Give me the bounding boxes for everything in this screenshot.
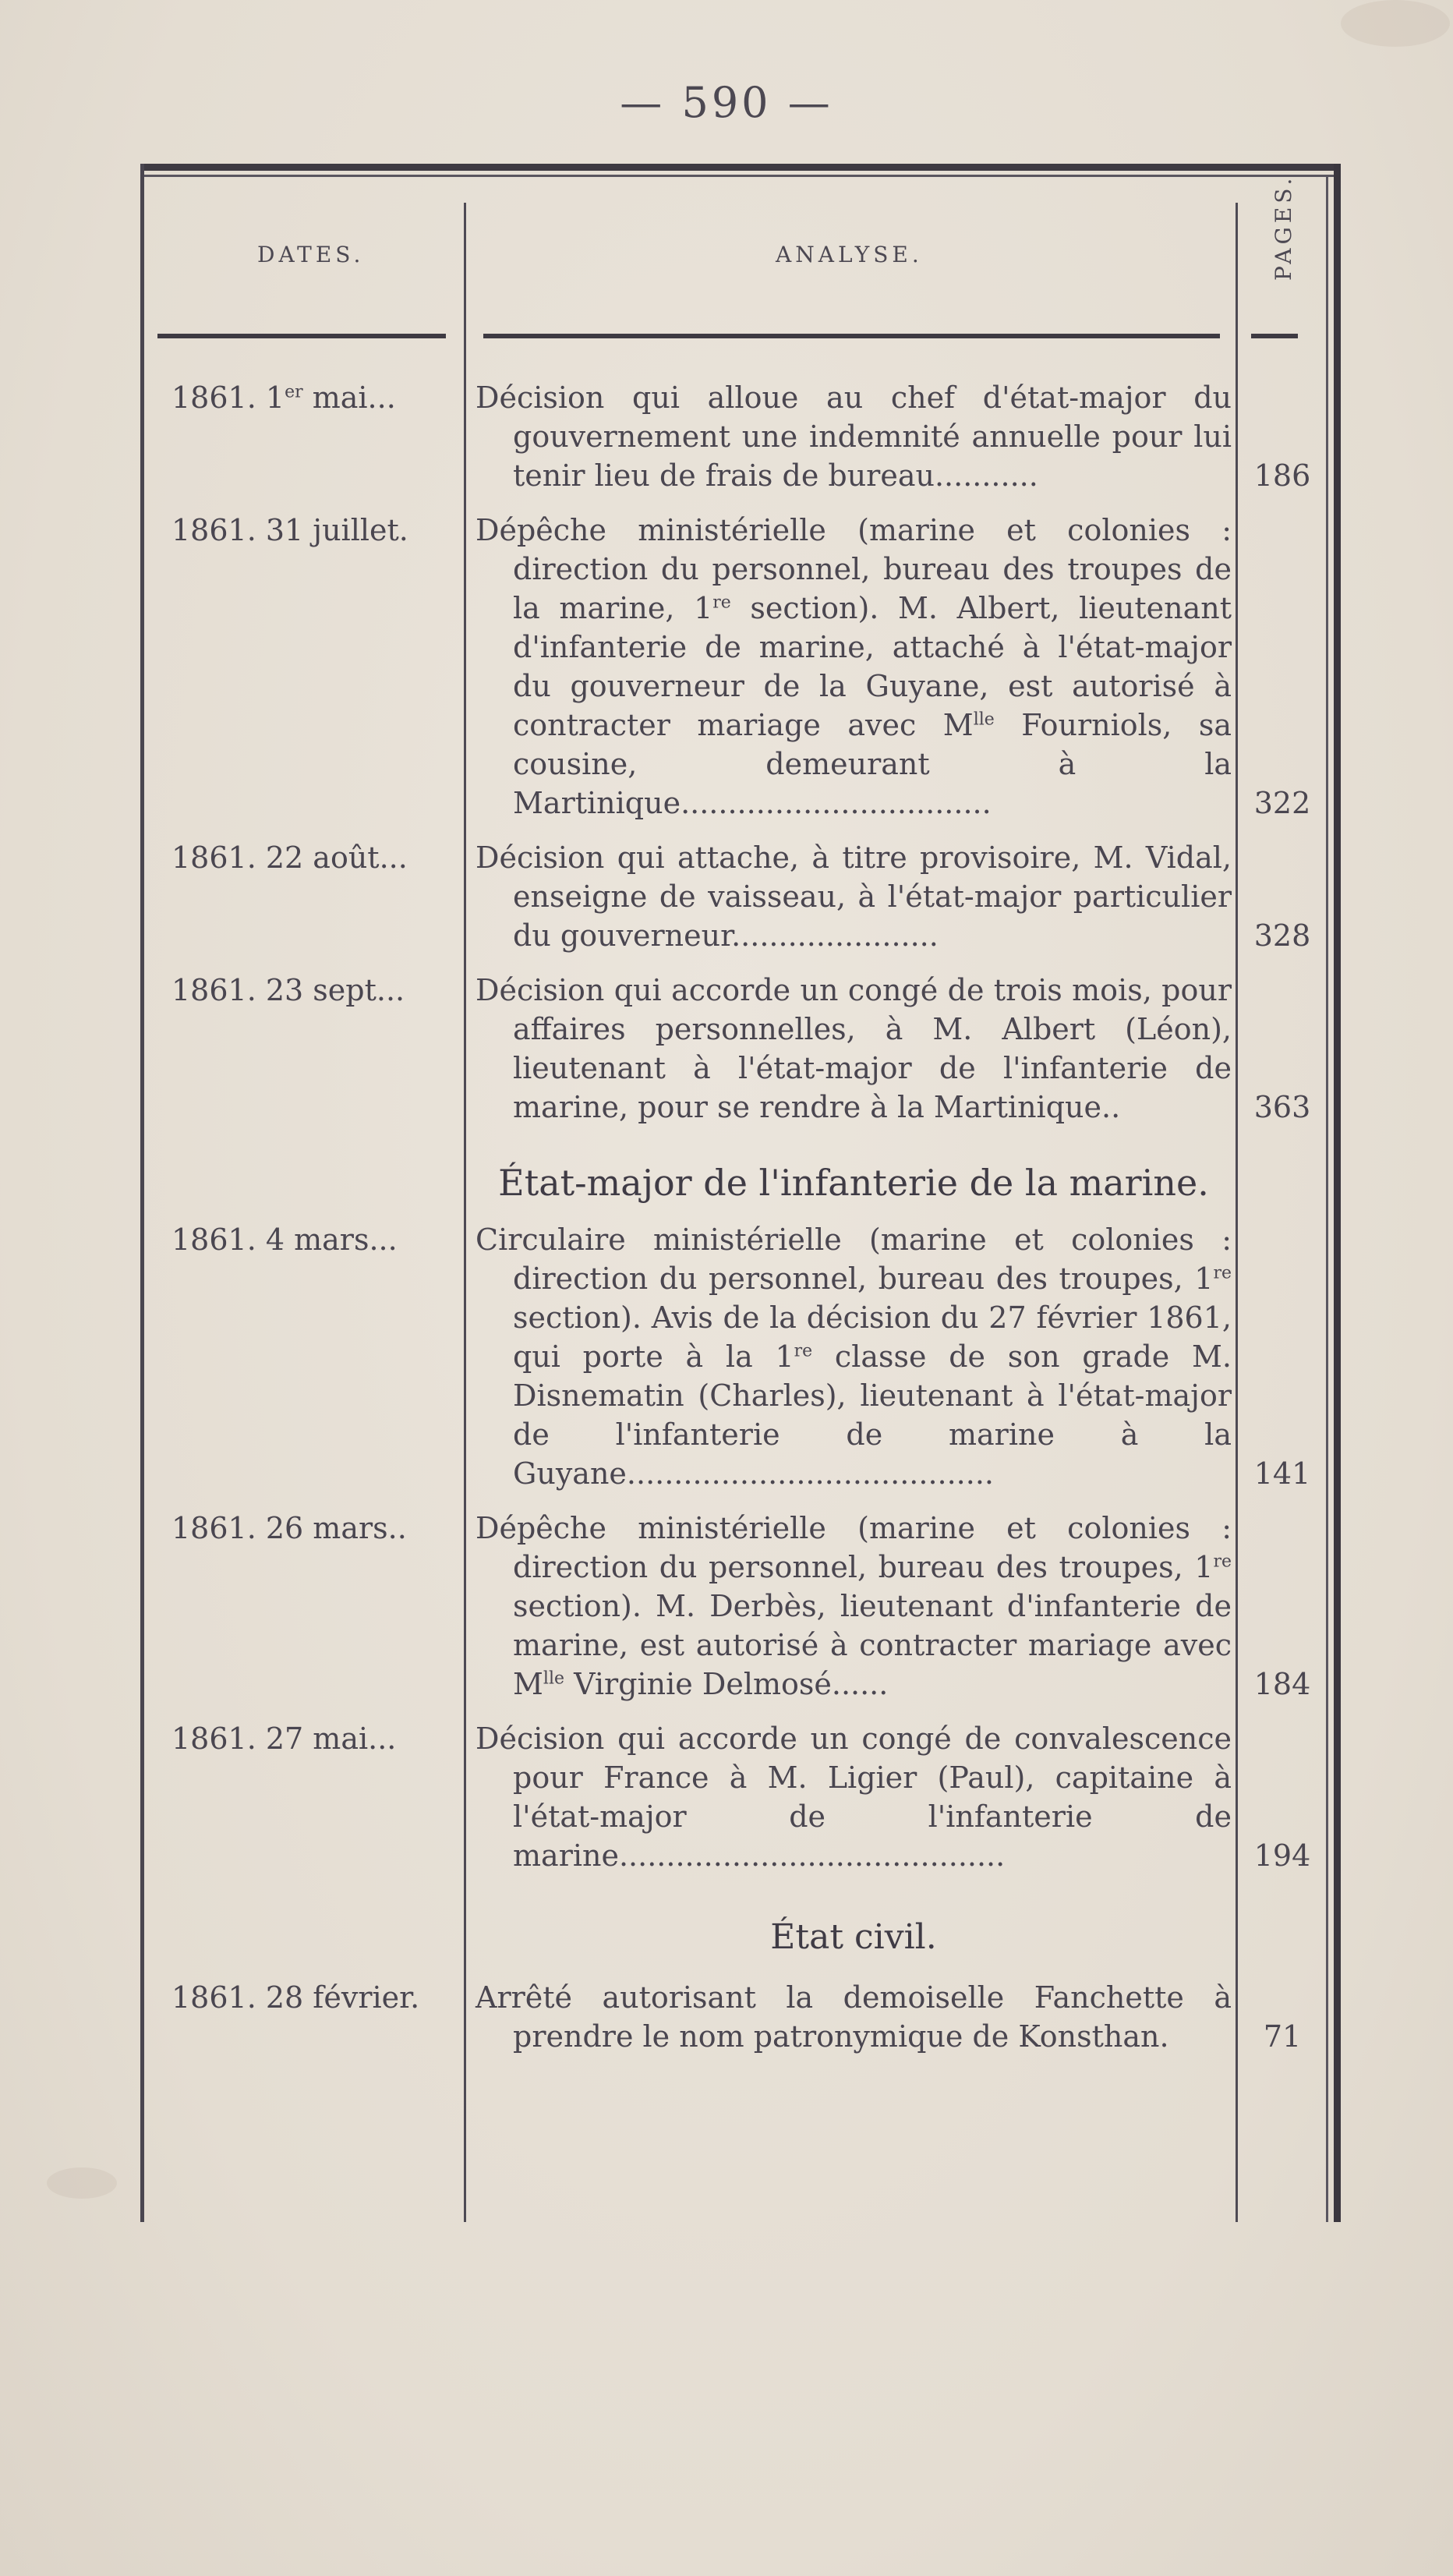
table-top-rule bbox=[140, 164, 1341, 171]
entry-date: 1861. 26 mars.. bbox=[171, 1511, 407, 1545]
header-rule-pages bbox=[1251, 334, 1298, 338]
index-table bbox=[140, 164, 1341, 2222]
entry-analysis: Dépêche ministérielle (marine et colonies : direction du personnel, bureau des troupes de la marine, 1re section). M. Albert, lieutenant d'infanterie de marine, attaché à l'état-major du gouverneur de la Guyane, est autorisé à contracter mariage avec $M^{lle}$ Fourniols, sa cousine, demeurant à la Martinique................................. bbox=[475, 513, 1232, 820]
section-title: État-major de l'infanterie de la marine. bbox=[498, 1162, 1209, 1204]
table-row bbox=[140, 378, 1341, 511]
entry-date: 1861. 27 mai... bbox=[171, 1721, 397, 1756]
entry-date: 1861. 31 juillet. bbox=[171, 513, 408, 547]
entry-page-ref: 363 bbox=[1253, 1090, 1311, 1124]
entry-page-ref: 184 bbox=[1253, 1667, 1311, 1701]
section-heading-row bbox=[140, 1891, 1341, 1978]
entry-analysis: Circulaire ministérielle (marine et colonies : direction du personnel, bureau des troupes, 1re section). Avis de la décision du 27 février 1861, qui porte à la 1re classe de son grade M. Disnematin (Charles), lieutenant à l'état-major de l'infanterie de marine à la Guyane....................................... bbox=[475, 1223, 1232, 1491]
entry-date: 1861. 22 août... bbox=[171, 840, 408, 875]
table-row bbox=[140, 971, 1341, 1142]
entry-analysis: Arrêté autorisant la demoiselle Fanchette à prendre le nom patronymique de Konsthan. bbox=[475, 1980, 1232, 2054]
entry-page-ref: 194 bbox=[1253, 1838, 1311, 1873]
header-rule-analyse bbox=[483, 334, 1220, 338]
entry-analysis: Décision qui alloue au chef d'état-major du gouvernement une indemnité annuelle pour lui tenir lieu de frais de bureau........... bbox=[475, 380, 1232, 493]
entry-date: 1861. 28 février. bbox=[171, 1980, 420, 2015]
table-row bbox=[140, 1978, 1341, 2072]
entry-date: 1861. 23 sept... bbox=[171, 973, 405, 1007]
header-pages: PAGES. bbox=[1271, 174, 1296, 281]
entry-analysis: Décision qui accorde un congé de convalescence pour France à M. Ligier (Paul), capitaine à l'état-major de l'infanterie de marine......................................... bbox=[475, 1721, 1232, 1873]
entry-page-ref: 186 bbox=[1253, 458, 1311, 493]
page-number: — 590 — bbox=[620, 78, 833, 127]
entry-analysis: Décision qui attache, à titre provisoire, M. Vidal, enseigne de vaisseau, à l'état-major particulier du gouverneur...................... bbox=[475, 840, 1232, 953]
section-heading-row bbox=[140, 1142, 1341, 1220]
table-row bbox=[140, 1719, 1341, 1891]
header-dates: DATES. bbox=[257, 242, 365, 267]
entry-date: 1861. 1er mai... bbox=[171, 380, 396, 415]
section-title: État civil. bbox=[770, 1917, 937, 1957]
entry-page-ref: 71 bbox=[1263, 2019, 1302, 2054]
entry-page-ref: 322 bbox=[1253, 786, 1311, 820]
entry-page-ref: 141 bbox=[1253, 1456, 1311, 1491]
paper-stain bbox=[47, 2167, 117, 2199]
table-row bbox=[140, 1509, 1341, 1719]
table-top-thin-rule bbox=[140, 175, 1341, 177]
entry-date: 1861. 4 mars... bbox=[171, 1223, 398, 1257]
header-rule-dates bbox=[157, 334, 446, 338]
paper-stain bbox=[1341, 0, 1450, 47]
header-analyse: ANALYSE. bbox=[776, 242, 923, 267]
entry-analysis: Décision qui accorde un congé de trois mois, pour affaires personnelles, à M. Albert (Léon), lieutenant à l'état-major de l'infanterie de marine, pour se rendre à la Martinique.. bbox=[475, 973, 1232, 1124]
entry-page-ref: 328 bbox=[1253, 918, 1311, 953]
table-body bbox=[140, 378, 1341, 2072]
table-row bbox=[140, 511, 1341, 838]
table-row bbox=[140, 838, 1341, 971]
entry-analysis: Dépêche ministérielle (marine et colonies : direction du personnel, bureau des troupes, 1re section). M. Derbès, lieutenant d'infanterie de marine, est autorisé à contracter mariage avec $M^{lle}$ Virginie Delmosé...... bbox=[475, 1511, 1232, 1701]
table-row bbox=[140, 1220, 1341, 1509]
